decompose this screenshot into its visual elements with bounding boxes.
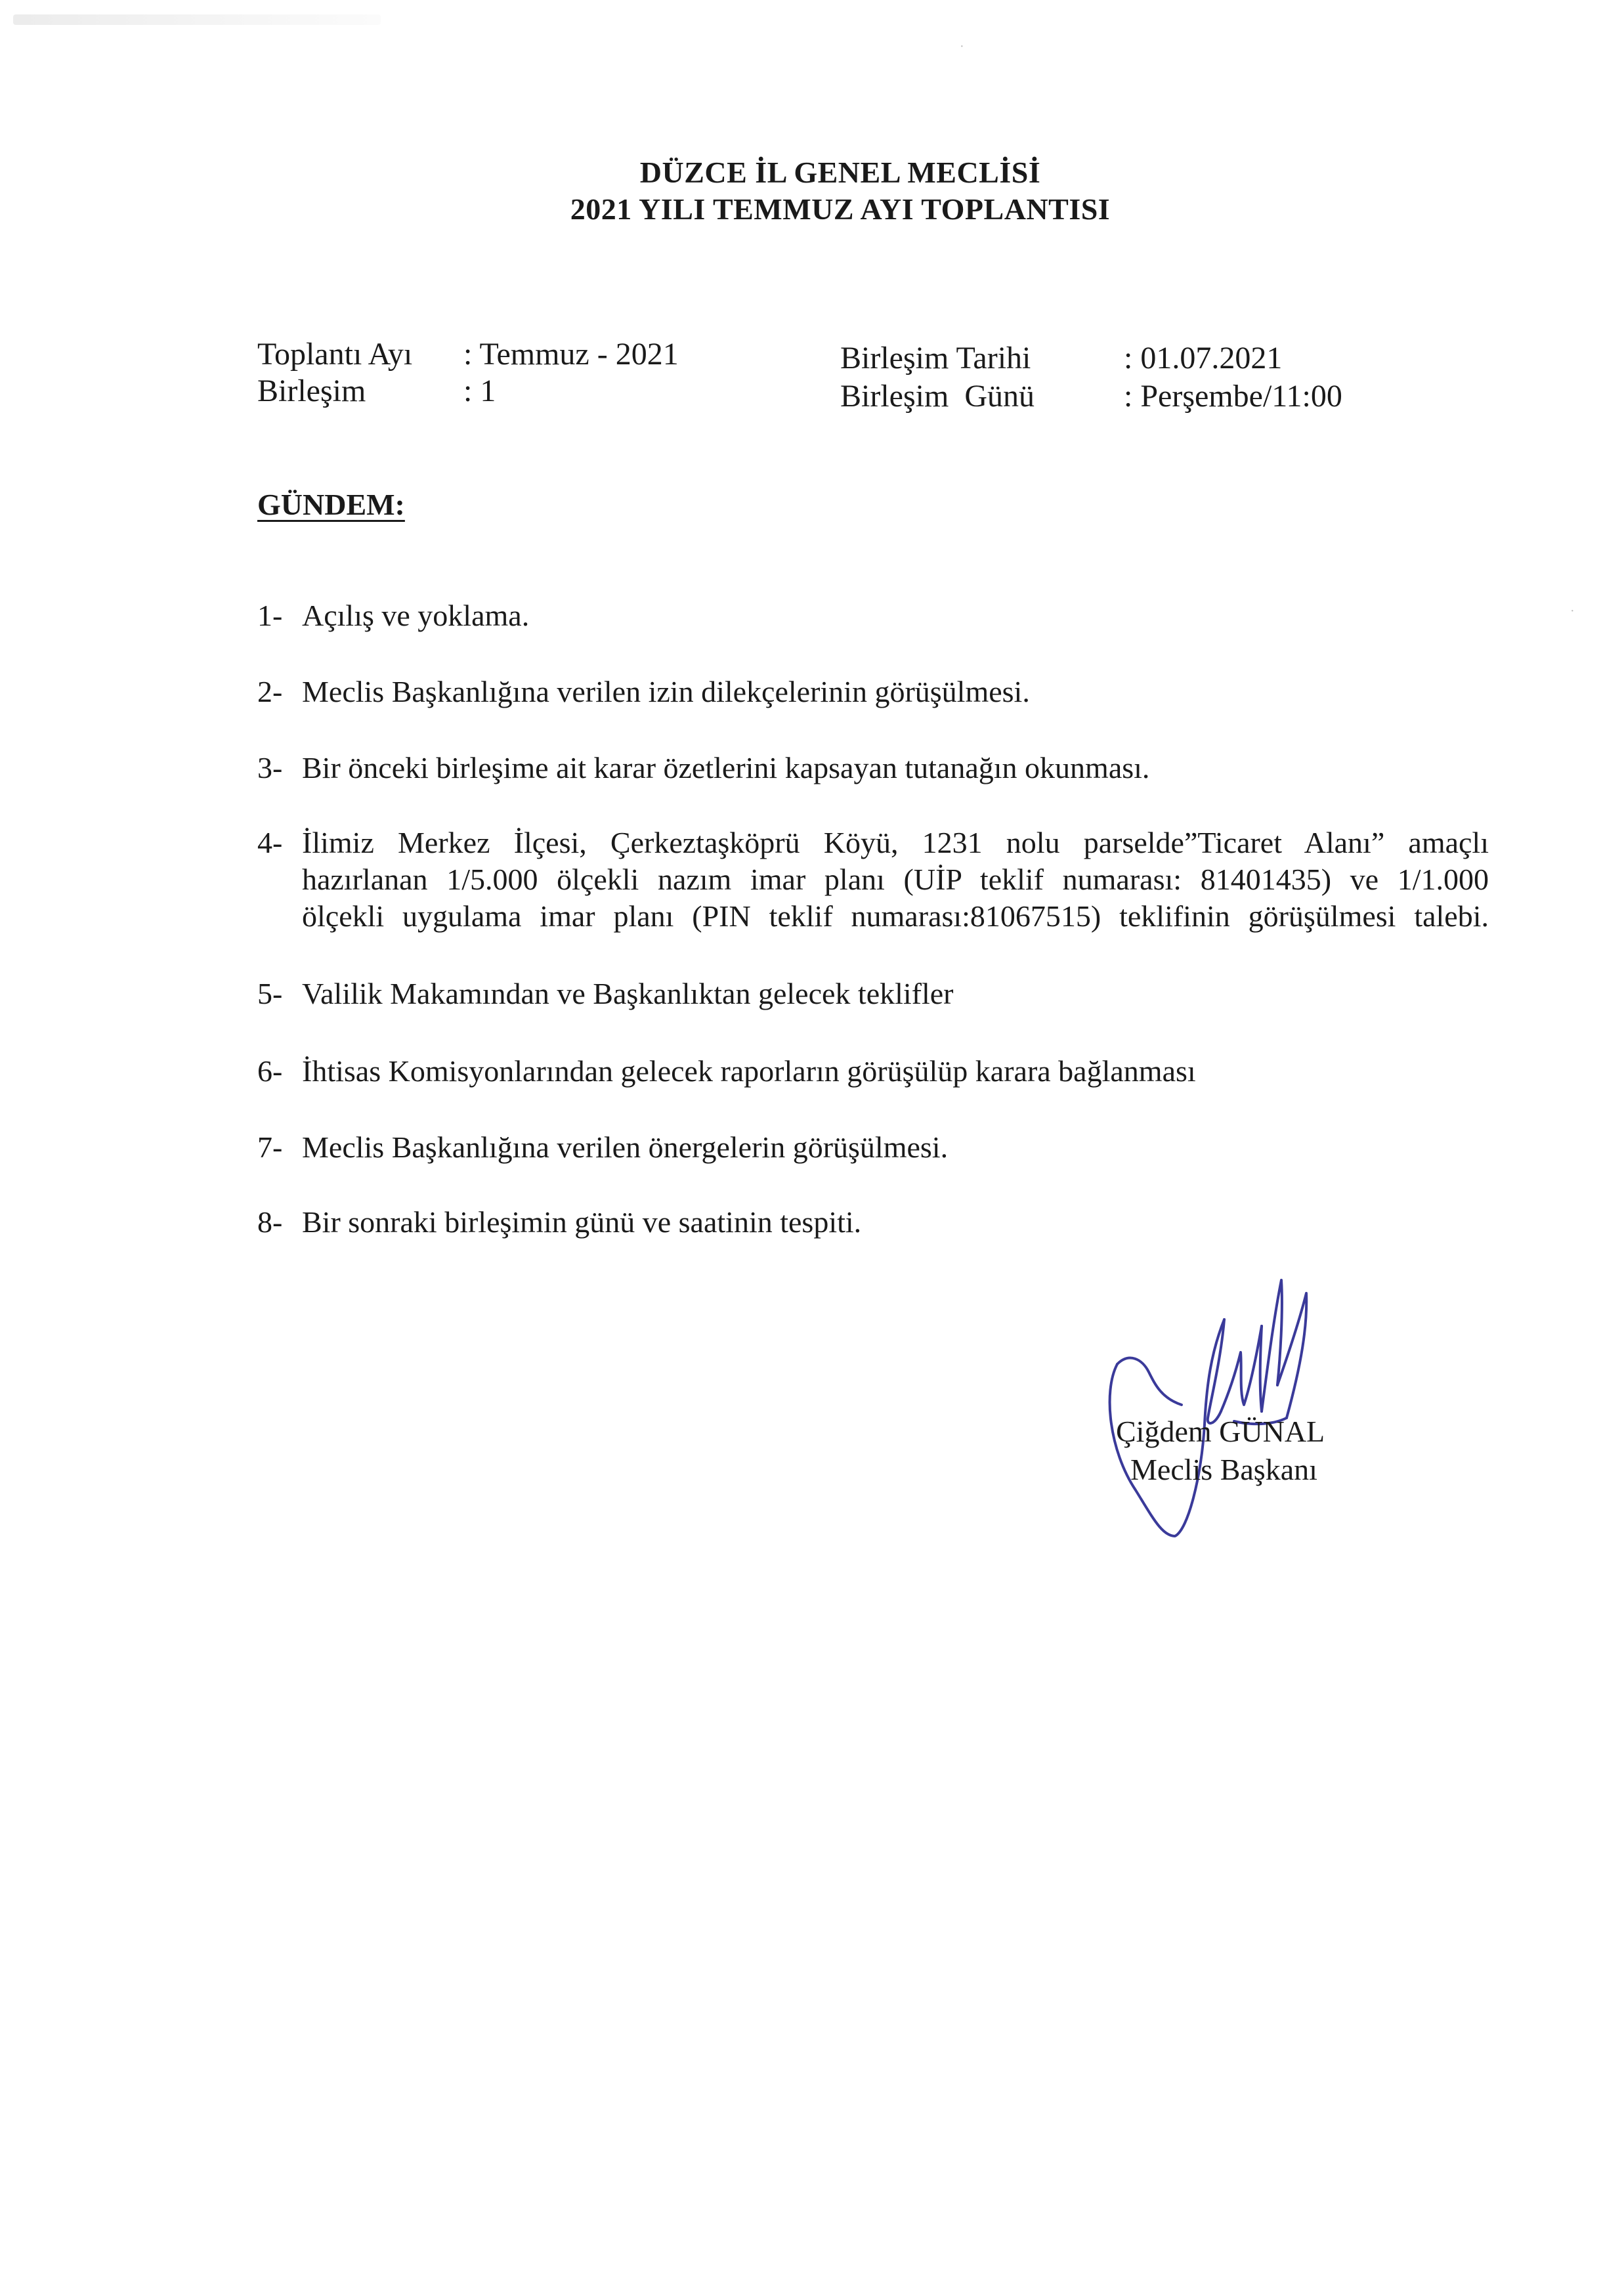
scan-artifact	[13, 14, 381, 25]
agenda-title: GÜNDEM:	[257, 488, 405, 521]
agenda-item-number: 8-	[257, 1205, 283, 1239]
agenda-item-text	[302, 825, 1489, 935]
session-value: : 1	[463, 374, 496, 408]
date-value: : 01.07.2021	[1124, 341, 1283, 375]
agenda-item-text: İhtisas Komisyonlarından gelecek raporların görüşülüp karara bağlanması	[302, 1054, 1196, 1088]
month-label: Toplantı Ayı	[257, 337, 413, 372]
agenda-item-text: Bir önceki birleşime ait karar özetlerini kapsayan tutanağın okunması.	[302, 751, 1150, 784]
agenda-item	[257, 975, 1491, 1012]
agenda-item	[257, 1129, 1491, 1166]
agenda-item-number: 1-	[257, 599, 283, 632]
agenda-item-number: 4-	[257, 826, 283, 859]
document-title: DÜZCE İL GENEL MECLİSİ	[639, 156, 1041, 189]
day-label: Birleşim Günü	[840, 379, 1035, 414]
document-subtitle: 2021 YILI TEMMUZ AYI TOPLANTISI	[570, 192, 1111, 226]
signatory-name: Çiğdem GÜNAL	[1116, 1415, 1325, 1448]
agenda-item-line: İlimiz Merkez İlçesi, Çerkeztaşköprü Köyü, 1231 nolu parselde”Ticaret Alanı” amaçlı	[302, 826, 1489, 859]
month-value: : Temmuz - 2021	[463, 337, 679, 372]
handwritten-signature	[1090, 1254, 1378, 1569]
agenda-item-number: 2-	[257, 675, 283, 708]
date-label: Birleşim Tarihi	[840, 341, 1031, 375]
agenda-item	[257, 1204, 1491, 1241]
agenda-item-text: Bir sonraki birleşimin günü ve saatinin tespiti.	[302, 1205, 862, 1239]
agenda-item-number: 5-	[257, 977, 283, 1010]
agenda-item-number: 7-	[257, 1130, 283, 1164]
agenda-item	[257, 674, 1491, 710]
agenda-item	[257, 597, 1491, 634]
agenda-item	[257, 825, 1489, 935]
scan-mark: ·	[1570, 604, 1575, 618]
agenda-item	[257, 750, 1491, 786]
agenda-item	[257, 1053, 1491, 1090]
agenda-item-text: Açılış ve yoklama.	[302, 599, 530, 632]
agenda-item-text: Meclis Başkanlığına verilen önergelerin görüşülmesi.	[302, 1130, 949, 1164]
day-value: : Perşembe/11:00	[1124, 379, 1342, 414]
agenda-item-text: Meclis Başkanlığına verilen izin dilekçelerinin görüşülmesi.	[302, 675, 1030, 708]
scan-mark: ·	[960, 39, 964, 54]
agenda-item-number: 3-	[257, 751, 283, 784]
agenda-item-line: ölçekli uygulama imar planı (PIN teklif numarası:81067515) teklifinin görüşülmesi talebi.	[302, 899, 1489, 933]
session-label: Birleşim	[257, 374, 366, 408]
agenda-item-text: Valilik Makamından ve Başkanlıktan gelecek teklifler	[302, 977, 954, 1010]
agenda-item-line: hazırlanan 1/5.000 ölçekli nazım imar planı (UİP teklif numarası: 81401435) ve 1/1.000	[302, 863, 1489, 896]
signatory-title: Meclis Başkanı	[1130, 1453, 1317, 1486]
agenda-item-number: 6-	[257, 1054, 283, 1088]
